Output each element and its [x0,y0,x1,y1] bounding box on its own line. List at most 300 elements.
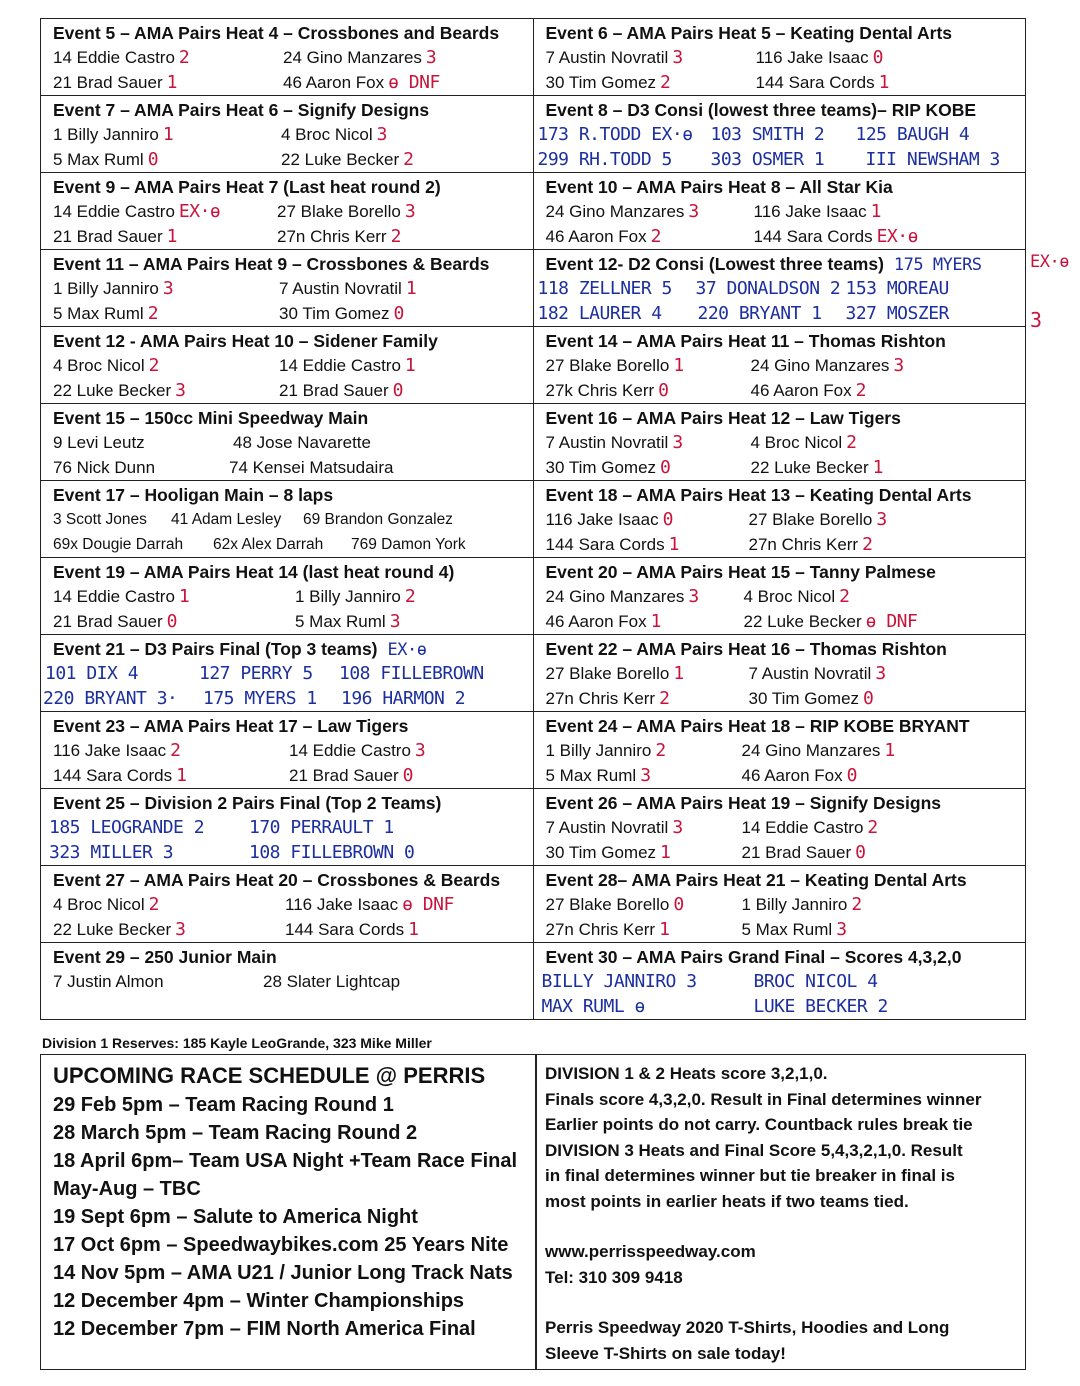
event-row [537,276,1018,301]
rider-entry [546,661,684,686]
handwritten-score: 0 [872,47,883,68]
handwritten-score: 3 [175,919,186,940]
event-cell [41,943,534,1020]
rule-line: most points in earlier heats if two teams tied. [545,1191,909,1211]
handwritten-score: 2 [655,740,666,761]
handwritten-score: BROC NICOL 4 [753,971,878,992]
rider-name: 30 Tim Gomez [545,843,657,862]
rider-entry [744,609,918,634]
schedule-item: 12 December 7pm – FIM North America Final [53,1318,476,1340]
handwritten-score: 3 [876,509,887,530]
rider-entry [53,455,159,480]
rider-name: 30 Tim Gomez [545,458,657,477]
rider-entry [754,994,888,1019]
rider-entry [546,763,651,788]
handwritten-score: 2 [404,586,416,607]
telephone: Tel: 310 309 9418 [545,1267,683,1287]
handwritten-score: 2 [867,817,878,838]
rider-name: 144 Sara Cords [53,766,173,785]
event-title: Event 10 – AMA Pairs Heat 8 – All Star Kia [545,177,893,197]
handwritten-score: ɵ DNF [865,611,918,632]
rider-name: 7 Austin Novratil [545,48,669,67]
rider-entry [751,353,904,378]
rider-name: 22 Luke Becker [281,150,400,169]
handwritten-score: 299 RH.TODD 5 [537,149,672,170]
rider-entry [546,199,699,224]
handwritten-score: 153 MOREAU [845,278,949,299]
event-cell [533,327,1026,404]
rider-name: 5 Max Ruml [53,150,144,169]
handwritten-score: 1 [650,611,661,632]
event-cell [41,173,534,250]
event-title: Event 5 – AMA Pairs Heat 4 – Crossbones and Beards [53,23,500,43]
event-cell [533,173,1026,250]
rider-entry [742,738,895,763]
rider-entry [53,147,158,172]
rider-entry [751,455,883,480]
handwritten-score: 0 [392,380,403,401]
rider-entry [53,378,185,403]
handwritten-score: 196 HARMON 2 [341,688,466,709]
event-row [53,147,525,172]
handwritten-score: 2 [390,226,401,247]
rider-name: 27 Blake Borello [748,510,873,529]
event-row [546,584,1018,609]
handwritten-score: 1 [872,457,883,478]
event-title: Event 14 – AMA Pairs Heat 11 – Thomas Rishton [545,331,946,351]
event-row [537,301,1018,326]
event-row [53,969,525,994]
event-row [546,378,1018,403]
handwritten-score: 3 [640,765,651,786]
handwritten-score: 1 [870,201,881,222]
event-title: Event 19 – AMA Pairs Heat 14 (last heat round 4) [53,562,455,582]
rider-entry [546,70,671,95]
event-row [541,994,1018,1019]
rider-name: 41 Adam Lesley [171,511,282,528]
event-grid-row [41,481,1026,558]
bottom-info [40,1054,1026,1370]
rider-name: 27n Chris Kerr [545,689,656,708]
handwritten-score: 125 BAUGH 4 [855,124,970,145]
event-cell [533,712,1026,789]
rider-name: 144 Sara Cords [755,73,875,92]
handwritten-score: 220 BRYANT 1 [697,303,822,324]
rider-entry [53,584,189,609]
rider-entry [249,815,394,840]
event-cell [533,404,1026,481]
event-row [546,199,1018,224]
event-row [53,45,525,70]
rider-name: 116 Jake Isaac [753,202,867,221]
event-row [53,199,525,224]
rule-line: Finals score 4,3,2,0. Result in Final determines winner [545,1089,982,1109]
event-row [53,532,525,557]
rider-name: 22 Luke Becker [743,612,862,631]
event-grid-row [41,789,1026,866]
rider-entry [295,609,400,634]
rider-name: 144 Sara Cords [285,920,405,939]
rider-entry [546,224,661,249]
rider-entry [281,122,387,147]
handwritten-score: 103 SMITH 2 [710,124,825,145]
rider-entry [277,224,401,249]
event-row [53,763,525,788]
handwritten-score: 3 [425,47,437,68]
rider-entry [295,584,415,609]
rider-name: 116 Jake Isaac [755,48,869,67]
rider-entry [171,507,285,532]
event-row [49,815,525,840]
handwritten-score: 0 [402,765,413,786]
rider-entry [289,763,413,788]
rider-name: 1 Billy Janniro [53,125,159,144]
rider-name: 30 Tim Gomez [748,689,860,708]
rider-entry [711,122,825,147]
rider-name: 21 Brad Sauer [53,73,163,92]
schedule-item: 28 March 5pm – Team Racing Round 2 [53,1122,418,1144]
rider-name: 21 Brad Sauer [53,227,163,246]
event-title: Event 27 – AMA Pairs Heat 20 – Crossbones & Beards [53,870,501,890]
event-grid-row [41,173,1026,250]
event-row [537,147,1018,172]
event-title: Event 29 – 250 Junior Main [53,947,277,967]
event-grid-row [41,866,1026,943]
rider-name: 14 Eddie Castro [53,587,175,606]
event-cell [41,404,534,481]
event-title: Event 23 – AMA Pairs Heat 17 – Law Tigers [53,716,409,736]
handwritten-score: BILLY JANNIRO 3 [541,971,697,992]
rider-name: 22 Luke Becker [750,458,869,477]
rider-name: 116 Jake Isaac [285,895,399,914]
event-cell [41,250,534,327]
event-title: Event 6 – AMA Pairs Heat 5 – Keating Dental Arts [545,23,953,43]
rider-entry [199,661,313,686]
handwritten-score: 173 R.TODD EX·ɵ [537,124,693,145]
rider-name: 30 Tim Gomez [545,73,657,92]
rider-entry [49,840,173,865]
handwritten-score: 182 LAURER 4 [537,303,662,324]
rider-entry [846,301,949,326]
rider-entry [749,686,874,711]
rider-entry [53,609,177,634]
rider-name: 21 Brad Sauer [741,843,852,862]
schedule-item: 19 Sept 6pm – Salute to America Night [53,1206,418,1228]
event-title: Event 16 – AMA Pairs Heat 12 – Law Tigers [545,408,901,428]
rider-name: 4 Broc Nicol [743,587,836,606]
rider-name: 46 Aaron Fox [283,73,385,92]
event-cell [533,481,1026,558]
rider-entry [538,147,672,172]
event-row [53,122,525,147]
rider-entry [289,738,425,763]
rider-name: 144 Sara Cords [545,535,665,554]
handwritten-score: LUKE BECKER 2 [753,996,888,1017]
rider-entry [249,840,414,865]
handwritten-score: 1 [166,226,177,247]
rider-name: 30 Tim Gomez [279,304,390,323]
handwritten-score: 323 MILLER 3 [49,842,174,863]
rider-entry [546,455,671,480]
event-cell [533,943,1026,1020]
rider-name: 1 Billy Janniro [53,279,159,298]
handwritten-score: 1 [884,740,895,761]
event-title: Event 26 – AMA Pairs Heat 19 – Signify Designs [545,793,942,813]
handwritten-score: 3 [875,663,886,684]
handwritten-score: 2 [148,355,159,376]
rider-name: 27n Chris Kerr [277,227,387,246]
event-row [53,738,525,763]
rider-entry [546,45,683,70]
handwritten-score: 1 [178,586,190,607]
event-title: Event 8 – D3 Consi (lowest three teams)– RIP KOBE [545,100,977,120]
handwritten-score: ɵ DNF [388,72,440,93]
handwritten-score: 0 [673,894,684,915]
rider-entry [742,815,878,840]
rider-entry [49,815,204,840]
rider-entry [213,532,327,557]
event-row [53,917,525,942]
rider-name: 5 Max Ruml [53,304,144,323]
event-row [49,840,525,865]
rider-entry [749,532,873,557]
event-row [45,661,525,686]
rider-name: 69 Brandon Gonzalez [303,511,453,528]
handwritten-score: 0 [846,765,857,786]
handwritten-score: 0 [393,303,404,324]
event-row [546,917,1018,942]
event-row [546,763,1018,788]
rider-name: 7 Austin Novratil [545,433,669,452]
rider-entry [351,532,470,557]
rider-entry [339,661,484,686]
rider-name: 1 Billy Janniro [545,741,652,760]
event-cell [533,19,1026,96]
event-title: Event 28– AMA Pairs Heat 21 – Keating Dental Arts [545,870,967,890]
rider-entry [285,917,418,942]
event-row [53,584,525,609]
event-cell [41,96,534,173]
event-row [546,532,1018,557]
handwritten-score: 108 FILLEBROWN [339,663,484,684]
handwritten-score: 3 [688,201,699,222]
handwritten-score: 2 [851,894,862,915]
rider-entry [546,532,679,557]
event-row [546,45,1018,70]
handwritten-score: 1 [878,72,889,93]
rider-name: 27 Blake Borello [545,356,670,375]
event-grid-row [41,635,1026,712]
schedule-title: UPCOMING RACE SCHEDULE @ PERRIS [53,1063,486,1088]
event-cell [533,789,1026,866]
rider-name: 116 Jake Isaac [545,510,659,529]
rider-name: 14 Eddie Castro [53,48,175,67]
event-row [546,430,1018,455]
rider-entry [53,199,220,224]
rider-name: 9 Levi Leutz [53,433,145,452]
handwritten-score: EX·ɵ [876,226,918,247]
handwritten-score: 0 [658,380,669,401]
rider-name: 7 Austin Novratil [748,664,872,683]
handwritten-score: 2 [403,149,414,170]
event-grid-row [41,19,1026,96]
handwritten-score: 220 BRYANT 3· [43,688,178,709]
event-row [546,686,1018,711]
rider-name: 74 Kensei Matsudaira [229,458,394,477]
event-title: Event 7 – AMA Pairs Heat 6 – Signify Designs [53,100,430,120]
event-row [53,609,525,634]
rider-name: 3 Scott Jones [53,511,147,528]
handwritten-score: 1 [668,534,679,555]
rider-entry [751,430,857,455]
rider-name: 14 Eddie Castro [279,356,401,375]
event-cell [533,635,1026,712]
handwritten-score: 1 [166,72,177,93]
handwritten-score: 127 PERRY 5 [199,663,313,684]
event-program-sheet [40,18,1026,1020]
rider-entry [546,584,699,609]
event-cell [41,558,534,635]
event-cell [41,789,534,866]
rider-entry [546,738,666,763]
rider-entry [546,840,671,865]
rider-entry [542,969,697,994]
handwritten-score: 2 [839,586,850,607]
rider-name: 4 Broc Nicol [281,125,373,144]
rider-name: 7 Austin Novratil [545,818,669,837]
rider-name: 22 Luke Becker [53,920,172,939]
handwritten-score: 3 [672,47,683,68]
handwritten-score: 0 [660,457,671,478]
handwritten-score: 2 [148,894,159,915]
rider-name: 5 Max Ruml [295,612,386,631]
merch-line: Perris Speedway 2020 T-Shirts, Hoodies and Long [545,1318,950,1337]
rider-entry [303,507,457,532]
handwritten-score: 3 [672,432,683,453]
rider-entry [756,45,883,70]
rider-entry [283,45,436,70]
handwritten-score: MAX RUML ɵ [541,996,645,1017]
event-title: Event 20 – AMA Pairs Heat 15 – Tanny Palmese [545,562,936,582]
rider-entry [279,353,415,378]
event-row [53,455,525,480]
handwritten-score: 101 DIX 4 [45,663,139,684]
event-row [546,661,1018,686]
rider-name: 21 Brad Sauer [289,766,399,785]
handwritten-score: 1 [659,919,670,940]
rider-name: 14 Eddie Castro [53,202,175,221]
event-title: Event 22 – AMA Pairs Heat 16 – Thomas Rishton [545,639,947,659]
rider-entry [538,276,672,301]
rider-entry [53,892,159,917]
rider-entry [53,532,187,557]
rider-name: 24 Gino Manzares [741,741,881,760]
event-row [546,455,1018,480]
handwritten-score: 1 [408,919,419,940]
rider-name: 46 Aaron Fox [545,227,647,246]
rider-entry [546,353,684,378]
event-title: Event 17 – Hooligan Main – 8 laps [53,485,334,505]
handwritten-score: 3 [376,124,387,145]
event-grid-row [41,327,1026,404]
event-grid-row [41,558,1026,635]
handwritten-score: III NEWSHAM 3 [865,149,1000,170]
handwritten-score: 3 [672,817,683,838]
handwritten-score: 1 [673,355,684,376]
website-link[interactable]: www.perrisspeedway.com [545,1242,756,1261]
event-row [53,353,525,378]
event-row [53,507,525,532]
handwritten-score: 1 [404,355,416,376]
rule-line: DIVISION 3 Heats and Final Score 5,4,3,2,1,0. Result [545,1140,963,1160]
rider-name: 14 Eddie Castro [289,741,411,760]
rider-entry [45,661,138,686]
handwritten-score: 175 MYERS 1 [203,688,317,709]
rider-entry [546,686,670,711]
event-cell [41,327,534,404]
rider-name: 69x Dougie Darrah [53,536,184,553]
rider-entry [53,763,186,788]
rider-entry [742,763,857,788]
rider-entry [698,301,822,326]
event-title: Event 12- D2 Consi (Lowest three teams) [545,254,884,274]
rider-name: 1 Billy Janniro [741,895,848,914]
rider-entry [43,686,177,711]
rider-name: 7 Austin Novratil [279,279,402,298]
event-title: Event 11 – AMA Pairs Heat 9 – Crossbones & Beards [53,254,490,274]
handwritten-score: 0 [863,688,874,709]
handwritten-score: 3 [175,380,186,401]
event-grid [40,18,1026,1020]
rider-entry [742,892,862,917]
rider-entry [696,276,841,301]
rider-entry [546,507,673,532]
rider-entry [742,917,847,942]
rider-entry [53,738,180,763]
rider-entry [285,892,454,917]
event-row [43,686,525,711]
handwritten-score: 327 MOSZER [845,303,949,324]
rider-entry [53,430,149,455]
handwritten-score: 2 [846,432,857,453]
event-title: Event 18 – AMA Pairs Heat 13 – Keating Dental Arts [545,485,972,505]
event-cell [533,866,1026,943]
rider-entry [751,378,866,403]
event-title: Event 15 – 150cc Mini Speedway Main [53,408,369,428]
event-row [546,224,1018,249]
rider-entry [53,301,158,326]
event-grid-row [41,96,1026,173]
handwritten-score: 108 FILLEBROWN 0 [249,842,415,863]
merch-line: Sleeve T-Shirts on sale today! [545,1343,786,1363]
event-row [53,70,525,95]
rider-name: 5 Max Ruml [545,766,637,785]
rider-entry [749,507,887,532]
rider-entry [542,994,645,1019]
handwritten-score: 2 [170,740,181,761]
rider-entry [538,301,662,326]
rider-name: 46 Aaron Fox [545,612,647,631]
handwritten-score: 185 LEOGRANDE 2 [49,817,205,838]
event-cell [41,481,534,558]
rider-name: 21 Brad Sauer [279,381,389,400]
event-row [53,224,525,249]
rider-entry [754,969,878,994]
margin-note-event12 [1030,252,1069,272]
schedule-item: 12 December 4pm – Winter Championships [53,1290,465,1312]
handwritten-score: 1 [176,765,187,786]
margin-note-text: 3 [1030,308,1042,332]
